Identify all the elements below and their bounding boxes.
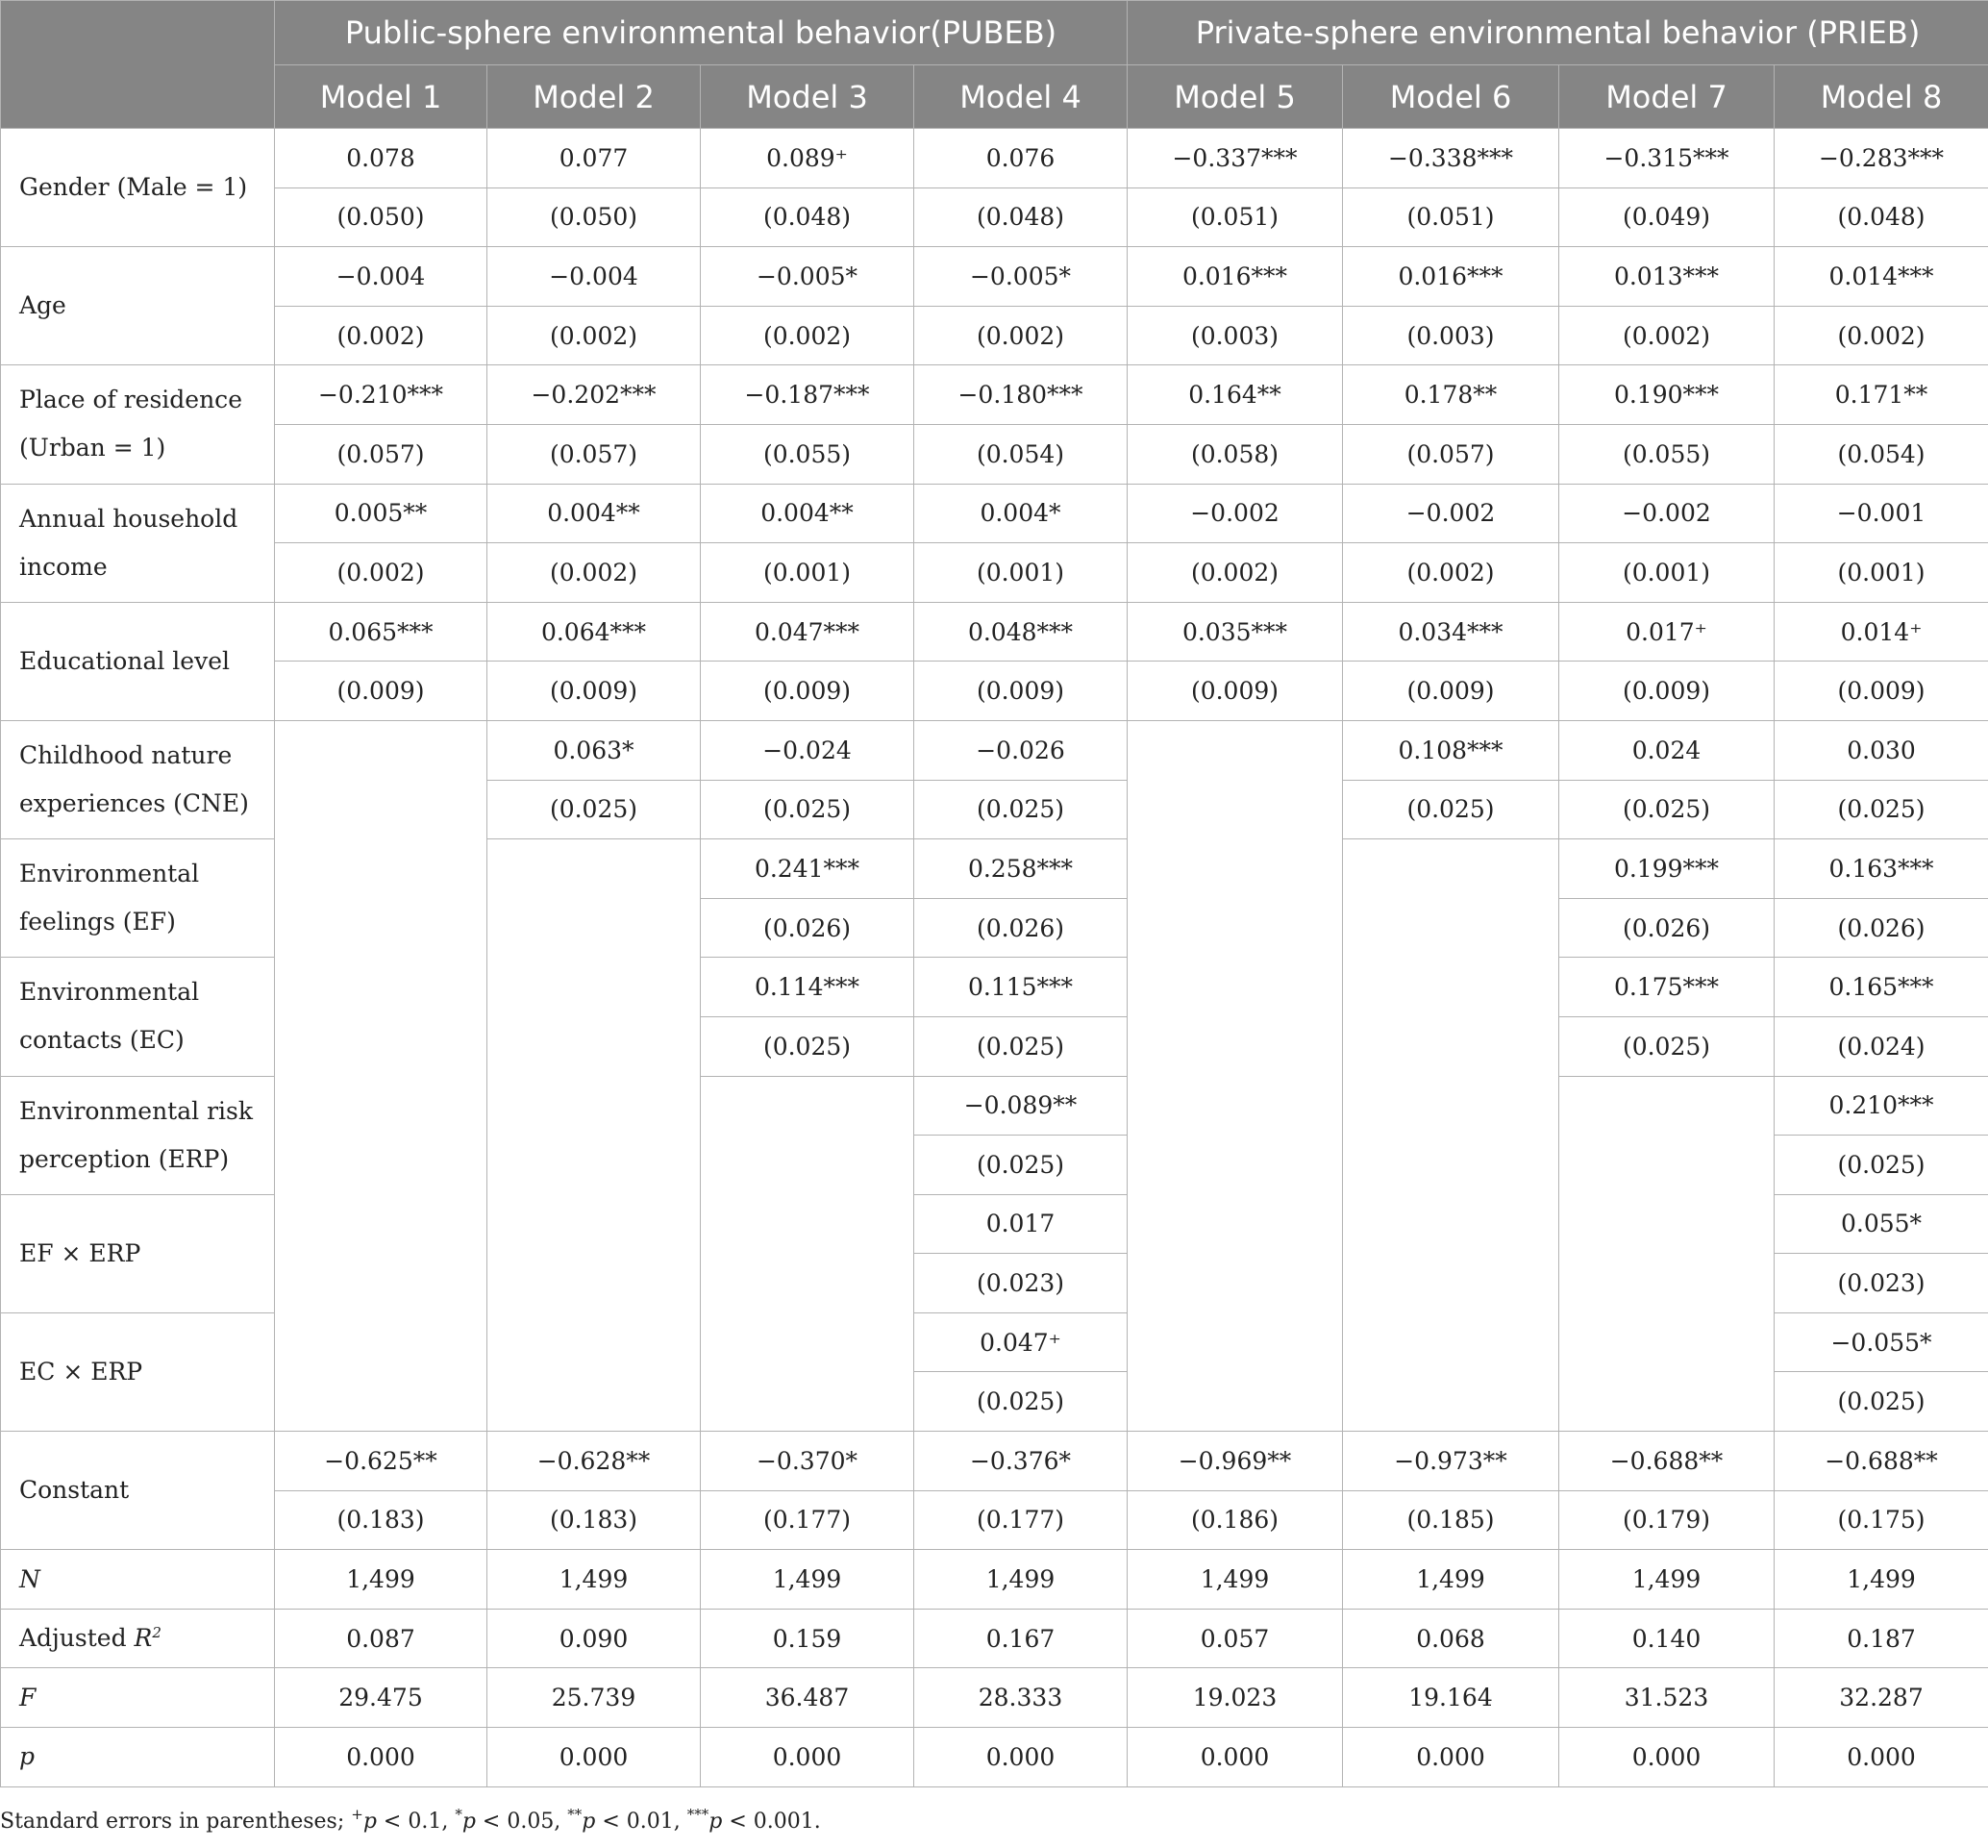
footnote-variable: p — [362, 1810, 377, 1834]
value-cell: 0.000 — [275, 1728, 487, 1787]
value-cell: (0.048) — [701, 187, 914, 247]
value-cell: −0.210*** — [275, 365, 487, 425]
value-cell: (0.025) — [1559, 1016, 1775, 1076]
value-cell: (0.009) — [701, 662, 914, 721]
value-cell: 0.108*** — [1343, 720, 1559, 780]
value-cell: (0.001) — [914, 543, 1128, 603]
value-cell: 0.199*** — [1559, 839, 1775, 899]
value-cell: 0.030 — [1775, 720, 1988, 780]
model-header: Model 7 — [1559, 65, 1775, 129]
value-cell: 0.014*** — [1775, 247, 1988, 307]
value-cell: −0.001 — [1775, 484, 1988, 543]
value-cell: (0.002) — [1775, 306, 1988, 365]
value-cell: 0.190*** — [1559, 365, 1775, 425]
value-cell: 36.487 — [701, 1668, 914, 1728]
value-cell: 0.000 — [487, 1728, 701, 1787]
model-header: Model 5 — [1128, 65, 1343, 129]
value-cell: (0.183) — [487, 1490, 701, 1550]
standard-error-row — [1, 543, 1988, 603]
value-cell: −0.283*** — [1775, 129, 1988, 188]
value-cell: 0.087 — [275, 1609, 487, 1668]
model-header: Model 6 — [1343, 65, 1559, 129]
value-cell: (0.025) — [1775, 1372, 1988, 1432]
value-cell: 1,499 — [275, 1550, 487, 1610]
stat-label-r: R — [134, 1624, 153, 1653]
value-cell: (0.058) — [1128, 424, 1343, 484]
footnote-mark: ** — [567, 1806, 583, 1823]
row-label: Gender (Male = 1) — [1, 129, 275, 247]
value-cell: −0.625** — [275, 1432, 487, 1491]
value-cell: (0.048) — [914, 187, 1128, 247]
value-cell: 28.333 — [914, 1668, 1128, 1728]
value-cell: 0.065*** — [275, 602, 487, 662]
coefficient-row — [1, 720, 1988, 780]
value-cell: (0.002) — [1559, 306, 1775, 365]
value-cell: (0.050) — [275, 187, 487, 247]
value-cell: 0.140 — [1559, 1609, 1775, 1668]
value-cell: (0.025) — [701, 1016, 914, 1076]
value-cell: 0.000 — [1128, 1728, 1343, 1787]
value-cell: (0.009) — [914, 662, 1128, 721]
value-cell: 29.475 — [275, 1668, 487, 1728]
value-cell: 25.739 — [487, 1668, 701, 1728]
value-cell: −0.055* — [1775, 1312, 1988, 1372]
value-cell: −0.005* — [701, 247, 914, 307]
value-cell: 0.089⁺ — [701, 129, 914, 188]
value-cell: (0.009) — [1559, 662, 1775, 721]
value-cell: (0.054) — [914, 424, 1128, 484]
value-cell: 0.064*** — [487, 602, 701, 662]
value-cell: (0.050) — [487, 187, 701, 247]
footnote-threshold: < 0.1, — [376, 1810, 456, 1834]
value-cell: 0.241*** — [701, 839, 914, 899]
value-cell: 0.090 — [487, 1609, 701, 1668]
stat-label-superscript: 2 — [152, 1624, 162, 1642]
stat-row — [1, 1728, 1988, 1787]
value-cell: (0.025) — [914, 1136, 1128, 1195]
value-cell: (0.025) — [914, 1016, 1128, 1076]
empty-cell — [1559, 1076, 1775, 1432]
value-cell: (0.002) — [1128, 543, 1343, 603]
value-cell: (0.054) — [1775, 424, 1988, 484]
stat-label-text: N — [19, 1564, 40, 1593]
value-cell: (0.057) — [487, 424, 701, 484]
row-label: Environmental contacts (EC) — [1, 958, 275, 1076]
value-cell: −0.338*** — [1343, 129, 1559, 188]
value-cell: 19.023 — [1128, 1668, 1343, 1728]
value-cell: (0.183) — [275, 1490, 487, 1550]
value-cell: 0.165*** — [1775, 958, 1988, 1017]
value-cell: (0.009) — [275, 662, 487, 721]
row-label: Place of residence (Urban = 1) — [1, 365, 275, 484]
value-cell: (0.051) — [1343, 187, 1559, 247]
footnote-mark: *** — [686, 1806, 709, 1823]
footnote-variable: p — [708, 1810, 723, 1834]
value-cell: −0.024 — [701, 720, 914, 780]
value-cell: (0.025) — [1775, 1136, 1988, 1195]
value-cell: (0.002) — [275, 543, 487, 603]
value-cell: −0.337*** — [1128, 129, 1343, 188]
coefficient-row — [1, 602, 1988, 662]
value-cell: (0.186) — [1128, 1490, 1343, 1550]
row-label: EC × ERP — [1, 1312, 275, 1431]
stat-label-text: p — [19, 1742, 36, 1771]
stat-label — [1, 1668, 275, 1728]
standard-error-row — [1, 1490, 1988, 1550]
stat-label — [1, 1550, 275, 1610]
stat-row — [1, 1668, 1988, 1728]
coefficient-row — [1, 247, 1988, 307]
value-cell: (0.179) — [1559, 1490, 1775, 1550]
value-cell: −0.005* — [914, 247, 1128, 307]
value-cell: −0.370* — [701, 1432, 914, 1491]
value-cell: 0.004** — [487, 484, 701, 543]
value-cell: (0.177) — [914, 1490, 1128, 1550]
value-cell: 0.017 — [914, 1194, 1128, 1254]
group-header-pubeb: Public-sphere environmental behavior(PUBEB) — [275, 1, 1128, 65]
value-cell: 0.068 — [1343, 1609, 1559, 1668]
group-header-prieb: Private-sphere environmental behavior (PRIEB) — [1128, 1, 1988, 65]
value-cell: 1,499 — [1775, 1550, 1988, 1610]
value-cell: −0.628** — [487, 1432, 701, 1491]
value-cell: −0.004 — [487, 247, 701, 307]
value-cell: (0.055) — [701, 424, 914, 484]
value-cell: −0.202*** — [487, 365, 701, 425]
value-cell: (0.026) — [914, 898, 1128, 958]
standard-error-row — [1, 306, 1988, 365]
value-cell: −0.973** — [1343, 1432, 1559, 1491]
coefficient-row — [1, 484, 1988, 543]
value-cell: (0.023) — [1775, 1254, 1988, 1313]
value-cell: −0.688** — [1559, 1432, 1775, 1491]
value-cell: 0.076 — [914, 129, 1128, 188]
value-cell: 0.035*** — [1128, 602, 1343, 662]
value-cell: −0.026 — [914, 720, 1128, 780]
value-cell: 0.258*** — [914, 839, 1128, 899]
footnote-prefix: Standard errors in parentheses; — [0, 1810, 352, 1834]
empty-cell — [275, 720, 487, 1431]
value-cell: (0.002) — [701, 306, 914, 365]
value-cell: 0.004* — [914, 484, 1128, 543]
value-cell: (0.009) — [487, 662, 701, 721]
model-header: Model 2 — [487, 65, 701, 129]
value-cell: 1,499 — [1559, 1550, 1775, 1610]
row-label: Constant — [1, 1432, 275, 1550]
value-cell: −0.002 — [1559, 484, 1775, 543]
value-cell: 0.171** — [1775, 365, 1988, 425]
value-cell: 0.000 — [1343, 1728, 1559, 1787]
value-cell: −0.187*** — [701, 365, 914, 425]
value-cell: (0.025) — [487, 780, 701, 839]
value-cell: (0.024) — [1775, 1016, 1988, 1076]
footnote-mark: * — [455, 1806, 462, 1823]
value-cell: 19.164 — [1343, 1668, 1559, 1728]
value-cell: 1,499 — [701, 1550, 914, 1610]
value-cell: 31.523 — [1559, 1668, 1775, 1728]
row-label: Educational level — [1, 602, 275, 720]
value-cell: 0.048*** — [914, 602, 1128, 662]
row-label: Annual household income — [1, 484, 275, 602]
value-cell: 0.016*** — [1128, 247, 1343, 307]
value-cell: 0.004** — [701, 484, 914, 543]
model-header: Model 4 — [914, 65, 1128, 129]
coefficient-row — [1, 1432, 1988, 1491]
value-cell: (0.001) — [1559, 543, 1775, 603]
value-cell: 0.005** — [275, 484, 487, 543]
coefficient-row — [1, 129, 1988, 188]
row-label: EF × ERP — [1, 1194, 275, 1312]
stat-label — [1, 1609, 275, 1668]
value-cell: −0.002 — [1343, 484, 1559, 543]
value-cell: (0.051) — [1128, 187, 1343, 247]
value-cell: 1,499 — [487, 1550, 701, 1610]
value-cell: 0.000 — [914, 1728, 1128, 1787]
value-cell: (0.026) — [1559, 898, 1775, 958]
value-cell: 0.016*** — [1343, 247, 1559, 307]
value-cell: (0.001) — [1775, 543, 1988, 603]
value-cell: 0.164** — [1128, 365, 1343, 425]
value-cell: 1,499 — [1128, 1550, 1343, 1610]
value-cell: 0.047⁺ — [914, 1312, 1128, 1372]
value-cell: 0.014⁺ — [1775, 602, 1988, 662]
value-cell: (0.002) — [487, 543, 701, 603]
value-cell: 0.210*** — [1775, 1076, 1988, 1136]
value-cell: (0.025) — [914, 780, 1128, 839]
footnote-variable: p — [582, 1810, 596, 1834]
value-cell: (0.048) — [1775, 187, 1988, 247]
value-cell: 0.017⁺ — [1559, 602, 1775, 662]
value-cell: (0.057) — [1343, 424, 1559, 484]
value-cell: (0.002) — [487, 306, 701, 365]
value-cell: 0.175*** — [1559, 958, 1775, 1017]
value-cell: 0.167 — [914, 1609, 1128, 1668]
value-cell: 0.000 — [1559, 1728, 1775, 1787]
value-cell: −0.969** — [1128, 1432, 1343, 1491]
empty-cell — [701, 1076, 914, 1432]
coefficient-row — [1, 365, 1988, 425]
value-cell: 0.187 — [1775, 1609, 1988, 1668]
value-cell: 0.077 — [487, 129, 701, 188]
stat-label — [1, 1728, 275, 1787]
value-cell: 0.115*** — [914, 958, 1128, 1017]
standard-error-row — [1, 424, 1988, 484]
value-cell: 0.063* — [487, 720, 701, 780]
value-cell: −0.002 — [1128, 484, 1343, 543]
value-cell: 0.047*** — [701, 602, 914, 662]
stat-row — [1, 1550, 1988, 1610]
value-cell: −0.688** — [1775, 1432, 1988, 1491]
value-cell: (0.009) — [1343, 662, 1559, 721]
empty-cell — [1343, 839, 1559, 1432]
value-cell: (0.001) — [701, 543, 914, 603]
standard-error-row — [1, 187, 1988, 247]
value-cell: −0.004 — [275, 247, 487, 307]
value-cell: 0.163*** — [1775, 839, 1988, 899]
footnote-mark: + — [351, 1806, 363, 1823]
table-footnote — [0, 1806, 821, 1834]
value-cell: (0.025) — [914, 1372, 1128, 1432]
value-cell: (0.177) — [701, 1490, 914, 1550]
value-cell: 0.000 — [701, 1728, 914, 1787]
empty-cell — [487, 839, 701, 1432]
footnote-variable: p — [461, 1810, 476, 1834]
value-cell: (0.002) — [1343, 543, 1559, 603]
row-label: Age — [1, 247, 275, 365]
value-cell: (0.025) — [1559, 780, 1775, 839]
value-cell: (0.003) — [1343, 306, 1559, 365]
value-cell: (0.026) — [1775, 898, 1988, 958]
value-cell: 32.287 — [1775, 1668, 1988, 1728]
value-cell: 0.000 — [1775, 1728, 1988, 1787]
value-cell: (0.002) — [914, 306, 1128, 365]
stat-label-text: Adjusted R — [19, 1624, 153, 1653]
value-cell: (0.026) — [701, 898, 914, 958]
value-cell: 0.057 — [1128, 1609, 1343, 1668]
value-cell: (0.009) — [1775, 662, 1988, 721]
table-body — [1, 129, 1988, 1787]
value-cell: 0.024 — [1559, 720, 1775, 780]
model-header-row — [1, 65, 1988, 129]
model-header: Model 1 — [275, 65, 487, 129]
standard-error-row — [1, 662, 1988, 721]
footnote-threshold: < 0.05, — [475, 1810, 568, 1834]
value-cell: 0.178** — [1343, 365, 1559, 425]
footnote-threshold: < 0.01, — [595, 1810, 687, 1834]
value-cell: (0.025) — [1343, 780, 1559, 839]
value-cell: (0.185) — [1343, 1490, 1559, 1550]
stat-row — [1, 1609, 1988, 1668]
group-header-row — [1, 1, 1988, 65]
header-corner — [1, 1, 275, 129]
value-cell: 1,499 — [1343, 1550, 1559, 1610]
model-header: Model 8 — [1775, 65, 1988, 129]
value-cell: (0.003) — [1128, 306, 1343, 365]
value-cell: 1,499 — [914, 1550, 1128, 1610]
value-cell: (0.055) — [1559, 424, 1775, 484]
value-cell: 0.114*** — [701, 958, 914, 1017]
value-cell: (0.002) — [275, 306, 487, 365]
value-cell: (0.025) — [701, 780, 914, 839]
value-cell: (0.175) — [1775, 1490, 1988, 1550]
value-cell: −0.315*** — [1559, 129, 1775, 188]
value-cell: (0.057) — [275, 424, 487, 484]
value-cell: (0.009) — [1128, 662, 1343, 721]
row-label: Environmental risk perception (ERP) — [1, 1076, 275, 1194]
value-cell: 0.159 — [701, 1609, 914, 1668]
row-label: Childhood nature experiences (CNE) — [1, 720, 275, 838]
empty-cell — [1128, 720, 1343, 1431]
value-cell: −0.376* — [914, 1432, 1128, 1491]
value-cell: 0.055* — [1775, 1194, 1988, 1254]
value-cell: 0.013*** — [1559, 247, 1775, 307]
value-cell: (0.049) — [1559, 187, 1775, 247]
value-cell: 0.034*** — [1343, 602, 1559, 662]
value-cell: 0.078 — [275, 129, 487, 188]
value-cell: −0.180*** — [914, 365, 1128, 425]
value-cell: (0.025) — [1775, 780, 1988, 839]
value-cell: (0.023) — [914, 1254, 1128, 1313]
model-header: Model 3 — [701, 65, 914, 129]
footnote-threshold: < 0.001. — [722, 1810, 821, 1834]
row-label: Environmental feelings (EF) — [1, 839, 275, 958]
stat-label-text: F — [19, 1683, 37, 1711]
value-cell: −0.089** — [914, 1076, 1128, 1136]
